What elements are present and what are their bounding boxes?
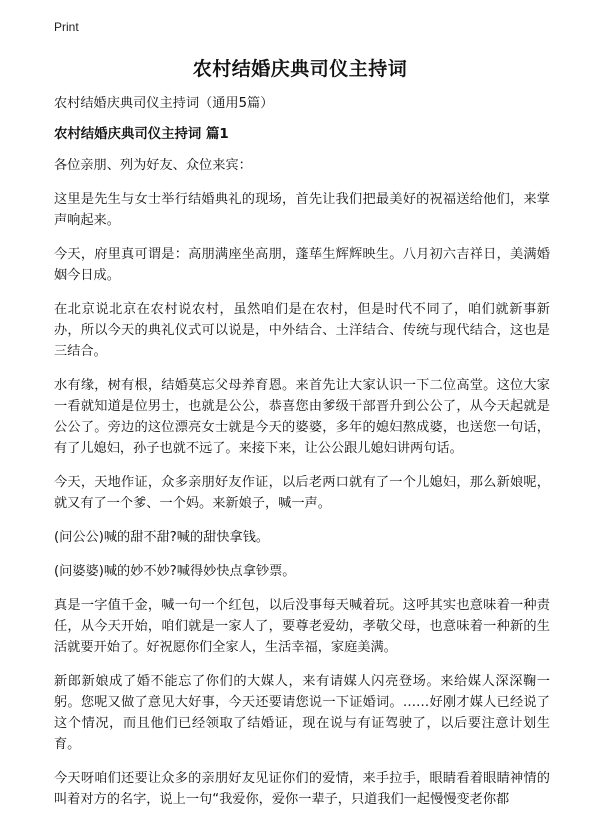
paragraph: 真是一字值千金，喊一句一个红包，以后没事每天喊着玩。这呼其实也意味着一种责任，从今天开始，咱们就是一家人了，要尊老爱幼，孝敬父母，也意味着一种新的生活就要开始了。好祝愿你们全家人，生活幸福，家庭美满。 xyxy=(54,598,550,655)
paragraph: 新郎新娘成了婚不能忘了你们的大媒人，来有请媒人闪亮登场。来给媒人深深鞠一躬。您呢又做了意见大好事，今天还要请您说一下证婚词。……好刚才媒人已经说了这个情况，而且他们已经领取了结婚证，现在说与有证驾驶了，以后要注意计划生育。 xyxy=(54,674,550,752)
paragraph: 今天呀咱们还要让众多的亲朋好友见证你们的爱情，来手拉手，眼睛看着眼睛神情的叫着对方的名字，说上一句“我爱你，爱你一辈子，只道我们一起慢慢变老你都 xyxy=(54,771,550,807)
document-subtitle: 农村结婚庆典司仪主持词（通用5篇） xyxy=(54,96,274,111)
paragraph: 今天，天地作证，众多亲朋好友作证，以后老两口就有了一个儿媳妇，那么新娘呢，就又有了一个爹、一个妈。来新娘子，喊一声。 xyxy=(54,475,550,511)
section-heading: 农村结婚庆典司仪主持词 篇1 xyxy=(54,127,229,142)
paragraph-greeting: 各位亲朋、列为好友、众位来宾： xyxy=(54,158,252,173)
paragraph: 今天，府里真可谓是：高朋满座坐高朋，蓬荜生辉辉映生。八月初六吉祥日，美满婚姻今日成。 xyxy=(54,247,550,283)
paragraph: (问婆婆)喊的妙不妙?喊得妙快点拿钞票。 xyxy=(54,564,296,579)
paragraph: 水有缘，树有根，结婚莫忘父母养育恩。来首先让大家认识一下二位高堂。这位大家一看就知道是位男士，也就是公公，恭喜您由爹级干部晋升到公公了，从今天起就是公公了。旁边的这位漂亮女士就是今天的婆婆，多年的媳妇熬成婆，也送您一句话，有了儿媳妇，孙子也就不远了。来接下来，让公公跟儿媳妇讲两句话。 xyxy=(54,378,550,456)
print-label[interactable]: Print xyxy=(54,20,79,34)
document-body xyxy=(54,93,550,823)
paragraph: (问公公)喊的甜不甜?喊的甜快拿钱。 xyxy=(54,530,270,545)
paragraph: 在北京说北京在农村说农村，虽然咱们是在农村，但是时代不同了，咱们就新事新办，所以今天的典礼仪式可以说是，中外结合、土洋结合、传统与现代结合，这也是三结合。 xyxy=(54,302,550,359)
paragraph: 这里是先生与女士举行结婚典礼的现场，首先让我们把最美好的祝福送给他们，来掌声响起来。 xyxy=(54,192,550,228)
document-title: 农村结婚庆典司仪主持词 xyxy=(192,58,408,80)
